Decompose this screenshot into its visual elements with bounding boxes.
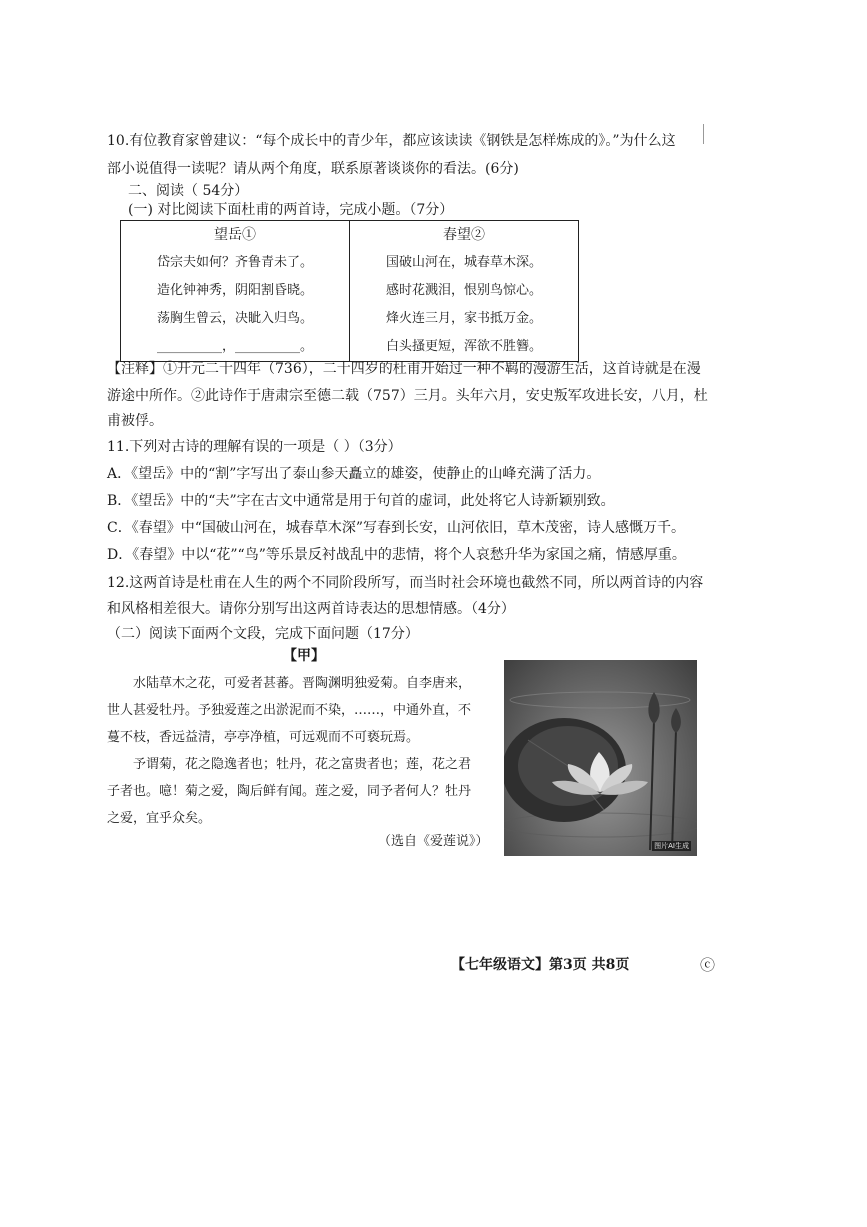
page-footer: 【七年级语文】第3页 共8页 bbox=[451, 957, 630, 973]
passage-line: 予谓菊，花之隐逸者也；牡丹，花之富贵者也；莲，花之君 bbox=[133, 757, 472, 772]
poem-line: 荡胸生曾云，决眦入归鸟。 bbox=[156, 311, 313, 326]
q11-option-d: D．《春望》中以“花”“鸟”等乐景反衬战乱中的悲情，将个人哀愁升华为家国之痛，情感厚重。 bbox=[107, 547, 686, 563]
q11-option-b: B．《望岳》中的“夫”字在古文中通常是用于句首的虚词，此处将它人诗新颖别致。 bbox=[107, 493, 615, 509]
poem-line: 造化钟神秀，阴阳割昏晓。 bbox=[156, 283, 313, 298]
q11-stem: 11.下列对古诗的理解有误的一项是（ ）（3分） bbox=[107, 439, 402, 455]
passage-line: 之爱，宜乎众矣。 bbox=[107, 811, 212, 826]
passage-line: 水陆草木之花，可爱者甚蕃。晋陶渊明独爱菊。自李唐来， bbox=[133, 676, 472, 691]
poem-title: 望岳① bbox=[214, 227, 256, 243]
passage-label-jia: 【甲】 bbox=[283, 648, 325, 664]
scan-mark bbox=[703, 124, 707, 144]
lotus-illustration bbox=[504, 660, 697, 856]
part-1-heading: (一) 对比阅读下面杜甫的两首诗，完成小题。（7分） bbox=[128, 202, 454, 218]
q11-option-c: C．《春望》中“国破山河在，城春草木深”写春到长安，山河依旧，草木茂密，诗人感慨万千。 bbox=[107, 520, 686, 536]
q11-option-a: A．《望岳》中的“割”字写出了泰山参天矗立的雄姿，使静止的山峰充满了活力。 bbox=[107, 466, 601, 482]
poem-title: 春望② bbox=[443, 227, 485, 243]
section-2-heading: 二、阅读（ 54分） bbox=[128, 183, 249, 199]
q12-line-1: 12.这两首诗是杜甫在人生的两个不同阶段所写，而当时社会环境也截然不同，所以两首诗的内容 bbox=[107, 575, 704, 591]
poem-line: 岱宗夫如何？齐鲁青未了。 bbox=[156, 255, 313, 270]
note-line-2: 游途中所作。②此诗作于唐肃宗至德二载（757）三月。头年六月，安史叛军攻进长安，八月，杜 bbox=[107, 388, 708, 404]
note-line-1: 【注释】①开元二十四年（736），二十四岁的杜甫开始过一种不羁的漫游生活，这首诗就是在漫 bbox=[107, 361, 701, 377]
passage-jia bbox=[107, 670, 493, 832]
q12-line-2: 和风格相差很大。请你分别写出这两首诗表达的思想情感。（4分） bbox=[107, 601, 515, 617]
part-2-heading: （二）阅读下面两个文段，完成下面问题（17分） bbox=[107, 626, 419, 642]
image-watermark: 图片AI生成 bbox=[654, 842, 689, 850]
poem-chunwang bbox=[350, 221, 579, 362]
poem-line: 烽火连三月，家书抵万金。 bbox=[385, 311, 542, 326]
passage-line: 子者也。噫！菊之爱，陶后鲜有闻。莲之爱，同予者何人？牡丹 bbox=[107, 784, 472, 799]
q10-line-2: 部小说值得一读呢？请从两个角度，联系原著谈谈你的看法。(6分) bbox=[107, 161, 519, 177]
passage-source: （选自《爱莲说》） bbox=[378, 834, 489, 849]
poem-wangyue bbox=[121, 221, 350, 362]
lotus-image bbox=[504, 660, 697, 856]
note-line-3: 甫被俘。 bbox=[107, 413, 163, 429]
passage-line: 世人甚爱牡丹。予独爱莲之出淤泥而不染，……，中通外直，不 bbox=[107, 703, 472, 718]
poem-line: 白头搔更短，浑欲不胜簪。 bbox=[385, 339, 542, 354]
poem-blank-line: __________，__________。 bbox=[156, 339, 313, 354]
poem-table bbox=[120, 220, 579, 362]
passage-line: 蔓不枝，香远益清，亭亭净植，可远观而不可亵玩焉。 bbox=[107, 730, 420, 745]
poem-line: 国破山河在，城春草木深。 bbox=[385, 255, 542, 270]
q10-line-1: 10.有位教育家曾建议：“每个成长中的青少年，都应该读读《钢铁是怎样炼成的》。”为什么这 bbox=[107, 133, 676, 149]
copyright-icon: ⓒ bbox=[700, 956, 716, 974]
poem-line: 感时花溅泪，恨别鸟惊心。 bbox=[385, 283, 542, 298]
